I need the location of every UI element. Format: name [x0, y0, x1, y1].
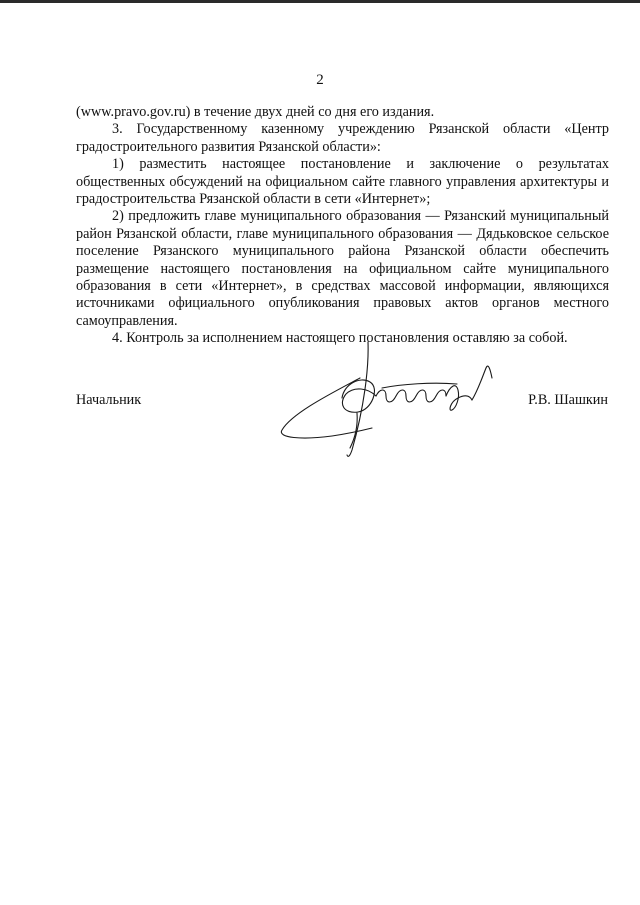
top-border-line [0, 0, 640, 3]
document-body [76, 104, 609, 348]
handwritten-signature-icon [272, 338, 502, 463]
page-number: 2 [316, 72, 324, 88]
paragraph-subitem-2: 2) предложить главе муниципального образования — Рязанский муниципальный район Рязанской области, главе муниципального образования — Дядьковское сельское поселение Рязанского муниципального района Рязанской области обеспечить размещение настоящего постановления на официальном сайте муниципального образования в сети «Интернет», в средствах массовой информации, являющихся источниками официального опубликования правовых актов органов местного самоуправления. [76, 208, 609, 329]
paragraph-item-4: 4. Контроль за исполнением настоящего постановления оставляю за собой. [112, 330, 568, 347]
signatory-name: Р.В. Шашкин [528, 392, 608, 408]
paragraph-item-3: 3. Государственному казенному учреждению Рязанской области «Центр градостроительного развития Рязанской области»: [76, 121, 609, 155]
signatory-position: Начальник [76, 392, 142, 408]
paragraph-subitem-1: 1) разместить настоящее постановление и заключение о результатах общественных обсуждений на официальном сайте главного управления архитектуры и градостроительства Рязанской области в сети «Интернет»; [76, 156, 609, 208]
paragraph-continuation: (www.pravo.gov.ru) в течение двух дней со дня его издания. [76, 104, 435, 120]
